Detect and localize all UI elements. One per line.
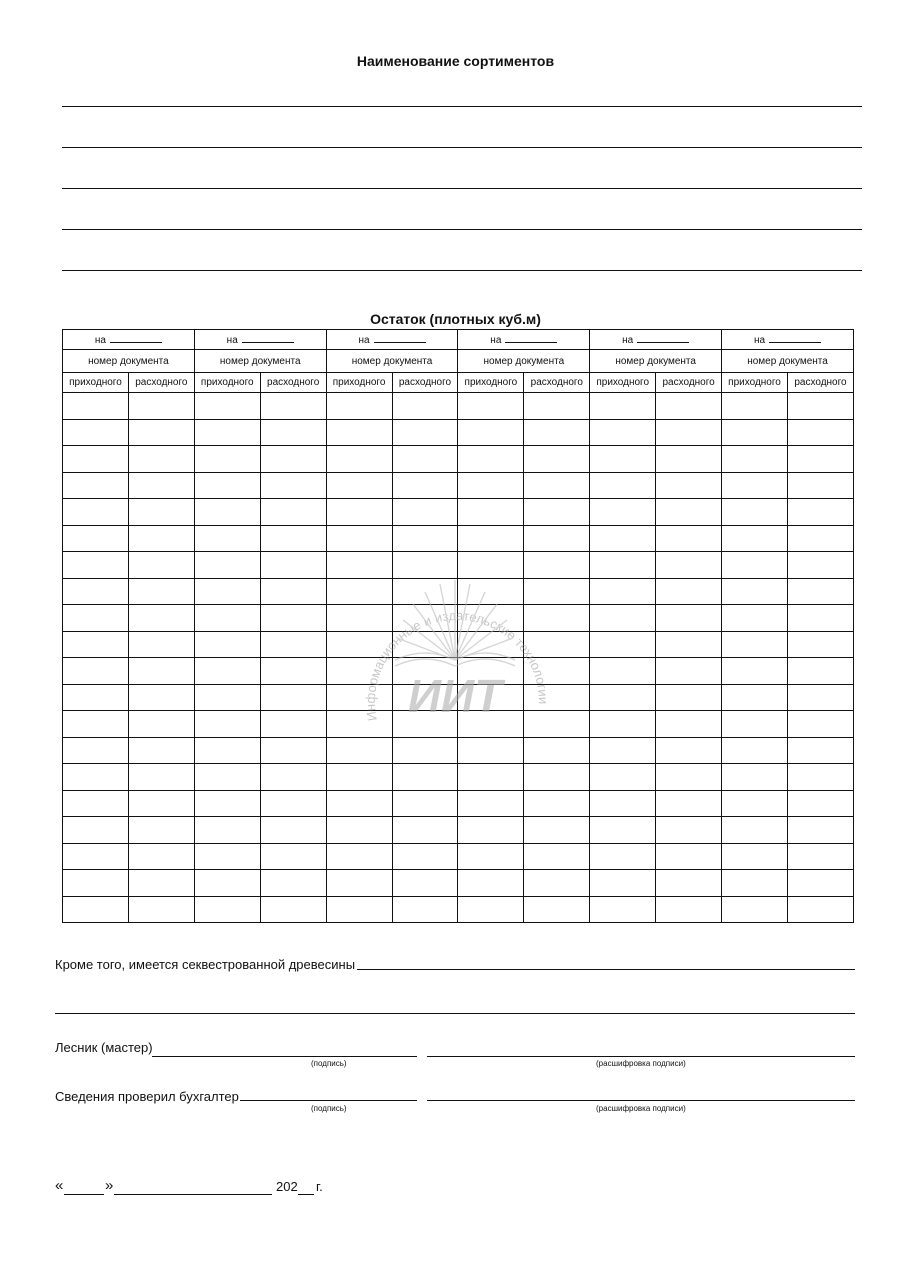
entry-cell[interactable] bbox=[590, 843, 656, 870]
entry-cell[interactable] bbox=[590, 896, 656, 923]
outgoing-doc-header: расходного bbox=[524, 373, 590, 393]
entry-cell[interactable] bbox=[392, 870, 458, 897]
entry-cell[interactable] bbox=[128, 684, 194, 711]
form-title: Наименование сортиментов bbox=[356, 53, 555, 69]
entry-cell[interactable] bbox=[656, 737, 722, 764]
entry-cell[interactable] bbox=[63, 525, 129, 552]
entry-cell[interactable] bbox=[458, 419, 524, 446]
entry-cell[interactable] bbox=[194, 393, 260, 420]
entry-cell[interactable] bbox=[63, 658, 129, 685]
entry-cell[interactable] bbox=[787, 711, 853, 738]
entry-cell[interactable] bbox=[524, 419, 590, 446]
entry-cell[interactable] bbox=[458, 790, 524, 817]
na-label: на bbox=[753, 335, 766, 346]
entry-cell[interactable] bbox=[194, 711, 260, 738]
entry-cell[interactable] bbox=[128, 446, 194, 473]
date-open-quote: « bbox=[55, 1177, 64, 1194]
accountant-label: Сведения проверил бухгалтер bbox=[55, 1089, 239, 1104]
date-blank-line[interactable] bbox=[505, 333, 557, 343]
date-header-cell[interactable] bbox=[590, 330, 722, 350]
entry-cell[interactable] bbox=[63, 790, 129, 817]
entry-cell[interactable] bbox=[128, 393, 194, 420]
entry-cell[interactable] bbox=[128, 790, 194, 817]
entry-cell[interactable] bbox=[326, 472, 392, 499]
doc-number-header: номер документа bbox=[326, 350, 458, 373]
date-blank-line[interactable] bbox=[110, 333, 162, 343]
entry-cell[interactable] bbox=[128, 578, 194, 605]
entry-cell[interactable] bbox=[260, 790, 326, 817]
entry-cell[interactable] bbox=[63, 631, 129, 658]
entry-cell[interactable] bbox=[260, 896, 326, 923]
entry-cell[interactable] bbox=[590, 737, 656, 764]
entry-cell[interactable] bbox=[392, 525, 458, 552]
entry-cell[interactable] bbox=[458, 472, 524, 499]
entry-cell[interactable] bbox=[787, 817, 853, 844]
entry-cell[interactable] bbox=[590, 499, 656, 526]
na-label: на bbox=[490, 335, 502, 346]
entry-cell[interactable] bbox=[326, 843, 392, 870]
entry-cell[interactable] bbox=[787, 499, 853, 526]
entry-cell[interactable] bbox=[63, 552, 129, 579]
entry-cell[interactable] bbox=[722, 525, 788, 552]
doc-number-header: номер документа bbox=[458, 350, 590, 373]
entry-cell[interactable] bbox=[194, 631, 260, 658]
table-row bbox=[63, 764, 854, 791]
entry-cell[interactable] bbox=[722, 631, 788, 658]
entry-cell[interactable] bbox=[458, 843, 524, 870]
entry-cell[interactable] bbox=[722, 764, 788, 791]
entry-cell[interactable] bbox=[656, 764, 722, 791]
entry-cell[interactable] bbox=[656, 817, 722, 844]
entry-cell[interactable] bbox=[260, 658, 326, 685]
incoming-doc-header: приходного bbox=[722, 373, 788, 393]
entry-cell[interactable] bbox=[194, 684, 260, 711]
entry-cell[interactable] bbox=[458, 499, 524, 526]
entry-cell[interactable] bbox=[458, 764, 524, 791]
doc-number-header: номер документа bbox=[194, 350, 326, 373]
entry-cell[interactable] bbox=[260, 843, 326, 870]
entry-cell[interactable] bbox=[128, 552, 194, 579]
entry-cell[interactable] bbox=[787, 578, 853, 605]
entry-cell[interactable] bbox=[590, 525, 656, 552]
entry-cell[interactable] bbox=[787, 843, 853, 870]
entry-cell[interactable] bbox=[128, 711, 194, 738]
entry-cell[interactable] bbox=[260, 684, 326, 711]
forester-label: Лесник (мастер) bbox=[55, 1040, 153, 1055]
entry-cell[interactable] bbox=[524, 737, 590, 764]
entry-cell[interactable] bbox=[128, 896, 194, 923]
entry-cell[interactable] bbox=[128, 631, 194, 658]
entry-cell[interactable] bbox=[590, 817, 656, 844]
entry-cell[interactable] bbox=[722, 658, 788, 685]
incoming-doc-header: приходного bbox=[194, 373, 260, 393]
entry-cell[interactable] bbox=[722, 737, 788, 764]
entry-cell[interactable] bbox=[656, 578, 722, 605]
forester-signature-caption: (подпись) bbox=[311, 1059, 347, 1068]
entry-cell[interactable] bbox=[63, 578, 129, 605]
table-row bbox=[63, 446, 854, 473]
entry-cell[interactable] bbox=[63, 472, 129, 499]
entry-cell[interactable] bbox=[260, 737, 326, 764]
watermark-logo-text: ИИТ bbox=[407, 670, 503, 722]
table-row bbox=[63, 896, 854, 923]
entry-cell[interactable] bbox=[194, 472, 260, 499]
entry-cell[interactable] bbox=[63, 446, 129, 473]
entry-cell[interactable] bbox=[590, 764, 656, 791]
table-row bbox=[63, 419, 854, 446]
date-blank-line[interactable] bbox=[242, 333, 294, 343]
forester-decoding-line[interactable] bbox=[427, 1056, 855, 1057]
entry-cell[interactable] bbox=[524, 790, 590, 817]
entry-cell[interactable] bbox=[787, 419, 853, 446]
entry-cell[interactable] bbox=[128, 419, 194, 446]
na-label: на bbox=[94, 335, 106, 346]
entry-cell[interactable] bbox=[260, 578, 326, 605]
entry-cell[interactable] bbox=[392, 843, 458, 870]
entry-cell[interactable] bbox=[326, 764, 392, 791]
entry-cell[interactable] bbox=[787, 764, 853, 791]
entry-cell[interactable] bbox=[326, 896, 392, 923]
entry-cell[interactable] bbox=[392, 419, 458, 446]
entry-cell[interactable] bbox=[63, 499, 129, 526]
entry-cell[interactable] bbox=[524, 499, 590, 526]
table-row bbox=[63, 790, 854, 817]
table-row bbox=[63, 843, 854, 870]
date-blank-line[interactable] bbox=[374, 333, 426, 343]
entry-cell[interactable] bbox=[392, 896, 458, 923]
entry-cell[interactable] bbox=[458, 525, 524, 552]
entry-cell[interactable] bbox=[458, 817, 524, 844]
entry-cell[interactable] bbox=[524, 525, 590, 552]
entry-cell[interactable] bbox=[722, 578, 788, 605]
entry-cell[interactable] bbox=[326, 737, 392, 764]
entry-cell[interactable] bbox=[260, 605, 326, 632]
entry-cell[interactable] bbox=[787, 737, 853, 764]
accountant-decoding-line[interactable] bbox=[427, 1100, 855, 1101]
entry-cell[interactable] bbox=[128, 764, 194, 791]
entry-cell[interactable] bbox=[63, 711, 129, 738]
entry-cell[interactable] bbox=[128, 472, 194, 499]
entry-cell[interactable] bbox=[194, 870, 260, 897]
entry-cell[interactable] bbox=[458, 870, 524, 897]
sequestered-line[interactable] bbox=[357, 969, 855, 970]
assortment-line-1[interactable] bbox=[62, 106, 862, 107]
entry-cell[interactable] bbox=[722, 817, 788, 844]
entry-cell[interactable] bbox=[194, 737, 260, 764]
entry-cell[interactable] bbox=[524, 393, 590, 420]
entry-cell[interactable] bbox=[590, 790, 656, 817]
entry-cell[interactable] bbox=[128, 870, 194, 897]
na-label: на bbox=[622, 335, 634, 346]
watermark-arc-text: Информационные и издательские технологии bbox=[362, 607, 552, 723]
entry-cell[interactable] bbox=[656, 790, 722, 817]
entry-cell[interactable] bbox=[590, 578, 656, 605]
entry-cell[interactable] bbox=[787, 896, 853, 923]
date-header-cell[interactable] bbox=[722, 330, 854, 350]
doc-number-header: номер документа bbox=[590, 350, 722, 373]
outgoing-doc-header: расходного bbox=[656, 373, 722, 393]
table-row bbox=[63, 472, 854, 499]
entry-cell[interactable] bbox=[194, 764, 260, 791]
entry-cell[interactable] bbox=[326, 419, 392, 446]
entry-cell[interactable] bbox=[787, 631, 853, 658]
entry-cell[interactable] bbox=[590, 446, 656, 473]
entry-cell[interactable] bbox=[63, 843, 129, 870]
entry-cell[interactable] bbox=[722, 790, 788, 817]
entry-cell[interactable] bbox=[392, 790, 458, 817]
entry-cell[interactable] bbox=[722, 419, 788, 446]
entry-cell[interactable] bbox=[63, 419, 129, 446]
sequestered-label: Кроме того, имеется секвестрованной древесины bbox=[55, 957, 356, 972]
entry-cell[interactable] bbox=[722, 552, 788, 579]
entry-cell[interactable] bbox=[260, 446, 326, 473]
entry-cell[interactable] bbox=[63, 737, 129, 764]
entry-cell[interactable] bbox=[656, 843, 722, 870]
assortment-line-2[interactable] bbox=[62, 147, 862, 148]
date-blank-line[interactable] bbox=[637, 333, 689, 343]
entry-cell[interactable] bbox=[524, 870, 590, 897]
entry-cell[interactable] bbox=[63, 764, 129, 791]
entry-cell[interactable] bbox=[787, 525, 853, 552]
entry-cell[interactable] bbox=[590, 711, 656, 738]
date-header-cell[interactable] bbox=[194, 330, 326, 350]
table-row bbox=[63, 817, 854, 844]
entry-cell[interactable] bbox=[260, 870, 326, 897]
entry-cell[interactable] bbox=[128, 499, 194, 526]
entry-cell[interactable] bbox=[722, 711, 788, 738]
date-close-quote: » bbox=[105, 1177, 114, 1194]
entry-cell[interactable] bbox=[787, 605, 853, 632]
entry-cell[interactable] bbox=[63, 393, 129, 420]
date-blank-line[interactable] bbox=[769, 333, 821, 343]
entry-cell[interactable] bbox=[392, 446, 458, 473]
entry-cell[interactable] bbox=[458, 393, 524, 420]
entry-cell[interactable] bbox=[194, 790, 260, 817]
entry-cell[interactable] bbox=[326, 446, 392, 473]
entry-cell[interactable] bbox=[656, 525, 722, 552]
entry-cell[interactable] bbox=[722, 499, 788, 526]
entry-cell[interactable] bbox=[260, 711, 326, 738]
publisher-watermark-logo bbox=[355, 560, 555, 740]
entry-cell[interactable] bbox=[194, 419, 260, 446]
entry-cell[interactable] bbox=[194, 578, 260, 605]
entry-cell[interactable] bbox=[326, 870, 392, 897]
entry-cell[interactable] bbox=[194, 446, 260, 473]
entry-cell[interactable] bbox=[787, 393, 853, 420]
na-label: на bbox=[226, 335, 238, 346]
entry-cell[interactable] bbox=[722, 896, 788, 923]
entry-cell[interactable] bbox=[326, 393, 392, 420]
table-row bbox=[63, 499, 854, 526]
entry-cell[interactable] bbox=[194, 658, 260, 685]
entry-cell[interactable] bbox=[590, 631, 656, 658]
forester-decoding-caption: (расшифровка подписи) bbox=[596, 1059, 686, 1068]
entry-cell[interactable] bbox=[128, 843, 194, 870]
entry-cell[interactable] bbox=[590, 419, 656, 446]
doc-number-header: номер документа bbox=[722, 350, 854, 373]
assortment-line-5[interactable] bbox=[62, 270, 862, 271]
entry-cell[interactable] bbox=[194, 552, 260, 579]
doc-number-header: номер документа bbox=[63, 350, 195, 373]
entry-cell[interactable] bbox=[722, 393, 788, 420]
entry-cell[interactable] bbox=[260, 499, 326, 526]
entry-cell[interactable] bbox=[326, 499, 392, 526]
date-year-line[interactable] bbox=[298, 1194, 314, 1195]
entry-cell[interactable] bbox=[656, 552, 722, 579]
entry-cell[interactable] bbox=[722, 843, 788, 870]
entry-cell[interactable] bbox=[392, 472, 458, 499]
entry-cell[interactable] bbox=[392, 393, 458, 420]
entry-cell[interactable] bbox=[524, 896, 590, 923]
entry-cell[interactable] bbox=[63, 605, 129, 632]
entry-cell[interactable] bbox=[194, 499, 260, 526]
entry-cell[interactable] bbox=[590, 684, 656, 711]
entry-cell[interactable] bbox=[722, 684, 788, 711]
table-row bbox=[63, 525, 854, 552]
entry-cell[interactable] bbox=[656, 472, 722, 499]
incoming-doc-header: приходного bbox=[590, 373, 656, 393]
entry-cell[interactable] bbox=[194, 843, 260, 870]
date-year-prefix: 202 bbox=[276, 1179, 298, 1194]
entry-cell[interactable] bbox=[392, 737, 458, 764]
outgoing-doc-header: расходного bbox=[260, 373, 326, 393]
entry-cell[interactable] bbox=[656, 658, 722, 685]
entry-cell[interactable] bbox=[656, 711, 722, 738]
outgoing-doc-header: расходного bbox=[392, 373, 458, 393]
assortment-line-4[interactable] bbox=[62, 229, 862, 230]
entry-cell[interactable] bbox=[787, 446, 853, 473]
incoming-doc-header: приходного bbox=[326, 373, 392, 393]
entry-cell[interactable] bbox=[722, 446, 788, 473]
entry-cell[interactable] bbox=[524, 817, 590, 844]
entry-cell[interactable] bbox=[128, 737, 194, 764]
entry-cell[interactable] bbox=[590, 393, 656, 420]
outgoing-doc-header: расходного bbox=[128, 373, 194, 393]
na-label: на bbox=[358, 335, 370, 346]
entry-cell[interactable] bbox=[326, 790, 392, 817]
entry-cell[interactable] bbox=[260, 525, 326, 552]
entry-cell[interactable] bbox=[524, 446, 590, 473]
entry-cell[interactable] bbox=[722, 605, 788, 632]
entry-cell[interactable] bbox=[392, 817, 458, 844]
entry-cell[interactable] bbox=[656, 896, 722, 923]
entry-cell[interactable] bbox=[787, 658, 853, 685]
date-header-cell[interactable] bbox=[326, 330, 458, 350]
entry-cell[interactable] bbox=[787, 790, 853, 817]
accountant-signature-caption: (подпись) bbox=[311, 1104, 347, 1113]
entry-cell[interactable] bbox=[524, 472, 590, 499]
accountant-signature-line[interactable] bbox=[240, 1100, 417, 1101]
entry-cell[interactable] bbox=[722, 472, 788, 499]
entry-cell[interactable] bbox=[128, 525, 194, 552]
entry-cell[interactable] bbox=[326, 525, 392, 552]
table-row bbox=[63, 737, 854, 764]
entry-cell[interactable] bbox=[787, 472, 853, 499]
accountant-decoding-caption: (расшифровка подписи) bbox=[596, 1104, 686, 1113]
entry-cell[interactable] bbox=[590, 658, 656, 685]
entry-cell[interactable] bbox=[260, 817, 326, 844]
entry-cell[interactable] bbox=[656, 446, 722, 473]
entry-cell[interactable] bbox=[392, 499, 458, 526]
entry-cell[interactable] bbox=[458, 896, 524, 923]
forester-signature-line[interactable] bbox=[152, 1056, 417, 1057]
entry-cell[interactable] bbox=[656, 393, 722, 420]
entry-cell[interactable] bbox=[656, 419, 722, 446]
entry-cell[interactable] bbox=[787, 552, 853, 579]
entry-cell[interactable] bbox=[590, 605, 656, 632]
entry-cell[interactable] bbox=[590, 552, 656, 579]
entry-cell[interactable] bbox=[392, 764, 458, 791]
entry-cell[interactable] bbox=[458, 446, 524, 473]
entry-cell[interactable] bbox=[260, 764, 326, 791]
entry-cell[interactable] bbox=[128, 605, 194, 632]
entry-cell[interactable] bbox=[326, 817, 392, 844]
entry-cell[interactable] bbox=[524, 843, 590, 870]
incoming-doc-header: приходного bbox=[63, 373, 129, 393]
entry-cell[interactable] bbox=[590, 472, 656, 499]
assortment-line-3[interactable] bbox=[62, 188, 862, 189]
entry-cell[interactable] bbox=[458, 737, 524, 764]
entry-cell[interactable] bbox=[656, 631, 722, 658]
entry-cell[interactable] bbox=[260, 393, 326, 420]
entry-cell[interactable] bbox=[656, 684, 722, 711]
entry-cell[interactable] bbox=[128, 817, 194, 844]
entry-cell[interactable] bbox=[63, 896, 129, 923]
entry-cell[interactable] bbox=[63, 684, 129, 711]
entry-cell[interactable] bbox=[656, 870, 722, 897]
entry-cell[interactable] bbox=[260, 631, 326, 658]
entry-cell[interactable] bbox=[787, 684, 853, 711]
entry-cell[interactable] bbox=[63, 817, 129, 844]
date-year-suffix: г. bbox=[316, 1179, 323, 1194]
entry-cell[interactable] bbox=[194, 525, 260, 552]
entry-cell[interactable] bbox=[722, 870, 788, 897]
table-row bbox=[63, 870, 854, 897]
incoming-doc-header: приходного bbox=[458, 373, 524, 393]
entry-cell[interactable] bbox=[524, 764, 590, 791]
date-header-cell[interactable] bbox=[63, 330, 195, 350]
entry-cell[interactable] bbox=[260, 552, 326, 579]
entry-cell[interactable] bbox=[656, 605, 722, 632]
outgoing-doc-header: расходного bbox=[787, 373, 853, 393]
entry-cell[interactable] bbox=[63, 870, 129, 897]
entry-cell[interactable] bbox=[194, 605, 260, 632]
table-caption: Остаток (плотных куб.м) bbox=[370, 311, 541, 327]
sequestered-line-2[interactable] bbox=[55, 1013, 855, 1014]
date-header-cell[interactable] bbox=[458, 330, 590, 350]
table-row bbox=[63, 393, 854, 420]
entry-cell[interactable] bbox=[128, 658, 194, 685]
entry-cell[interactable] bbox=[656, 499, 722, 526]
entry-cell[interactable] bbox=[787, 870, 853, 897]
date-day-line[interactable] bbox=[64, 1194, 104, 1195]
date-month-line[interactable] bbox=[114, 1194, 272, 1195]
entry-cell[interactable] bbox=[194, 817, 260, 844]
entry-cell[interactable] bbox=[260, 472, 326, 499]
entry-cell[interactable] bbox=[260, 419, 326, 446]
entry-cell[interactable] bbox=[194, 896, 260, 923]
entry-cell[interactable] bbox=[590, 870, 656, 897]
